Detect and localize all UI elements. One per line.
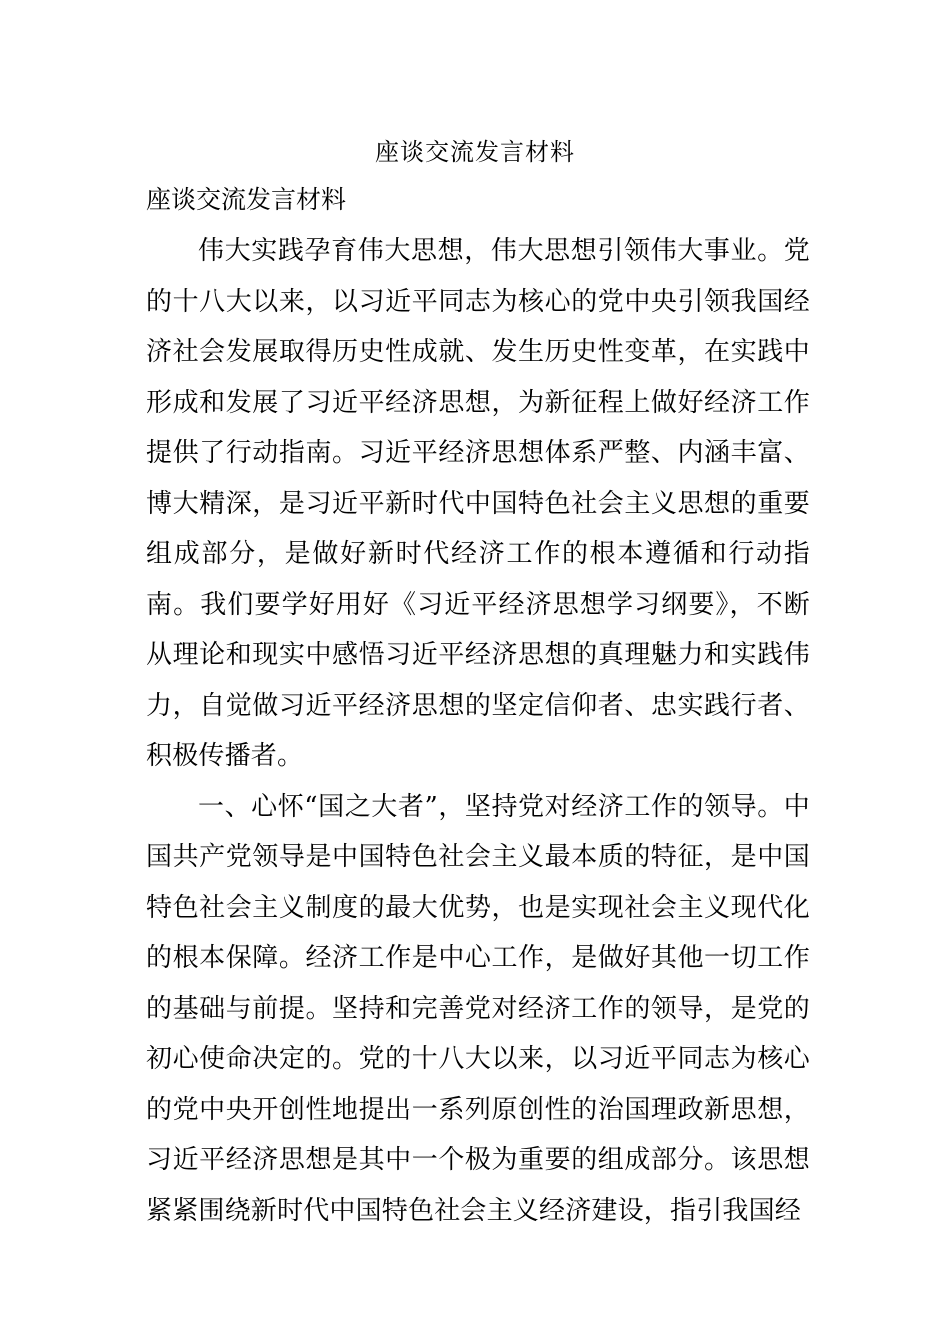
document-body bbox=[146, 226, 810, 1236]
document-subtitle: 座谈交流发言材料 bbox=[146, 185, 347, 214]
paragraph-section-one: 一、心怀“国之大者”，坚持党对经济工作的领导。中国共产党领导是中国特色社会主义最本质的特征，是中国特色社会主义制度的最大优势，也是实现社会主义现代化的根本保障。经济工作是中心工作，是做好其他一切工作的基础与前提。坚持和完善党对经济工作的领导，是党的初心使命决定的。党的十八大以来，以习近平同志为核心的党中央开创性地提出一系列原创性的治国理政新思想，习近平经济思想是其中一个极为重要的组成部分。该思想紧紧围绕新时代中国特色社会主义经济建设，指引我国经 bbox=[146, 791, 810, 1226]
paragraph-intro: 伟大实践孕育伟大思想，伟大思想引领伟大事业。党的十八大以来，以习近平同志为核心的党中央引领我国经济社会发展取得历史性成就、发生历史性变革，在实践中形成和发展了习近平经济思想，为新征程上做好经济工作提供了行动指南。习近平经济思想体系严整、内涵丰富、博大精深，是习近平新时代中国特色社会主义思想的重要组成部分，是做好新时代经济工作的根本遵循和行动指南。我们要学好用好《习近平经济思想学习纲要》，不断从理论和现实中感悟习近平经济思想的真理魅力和实践伟力，自觉做习近平经济思想的坚定信仰者、忠实践行者、积极传播者。 bbox=[146, 236, 810, 771]
document-title: 座谈交流发言材料 bbox=[375, 138, 575, 166]
